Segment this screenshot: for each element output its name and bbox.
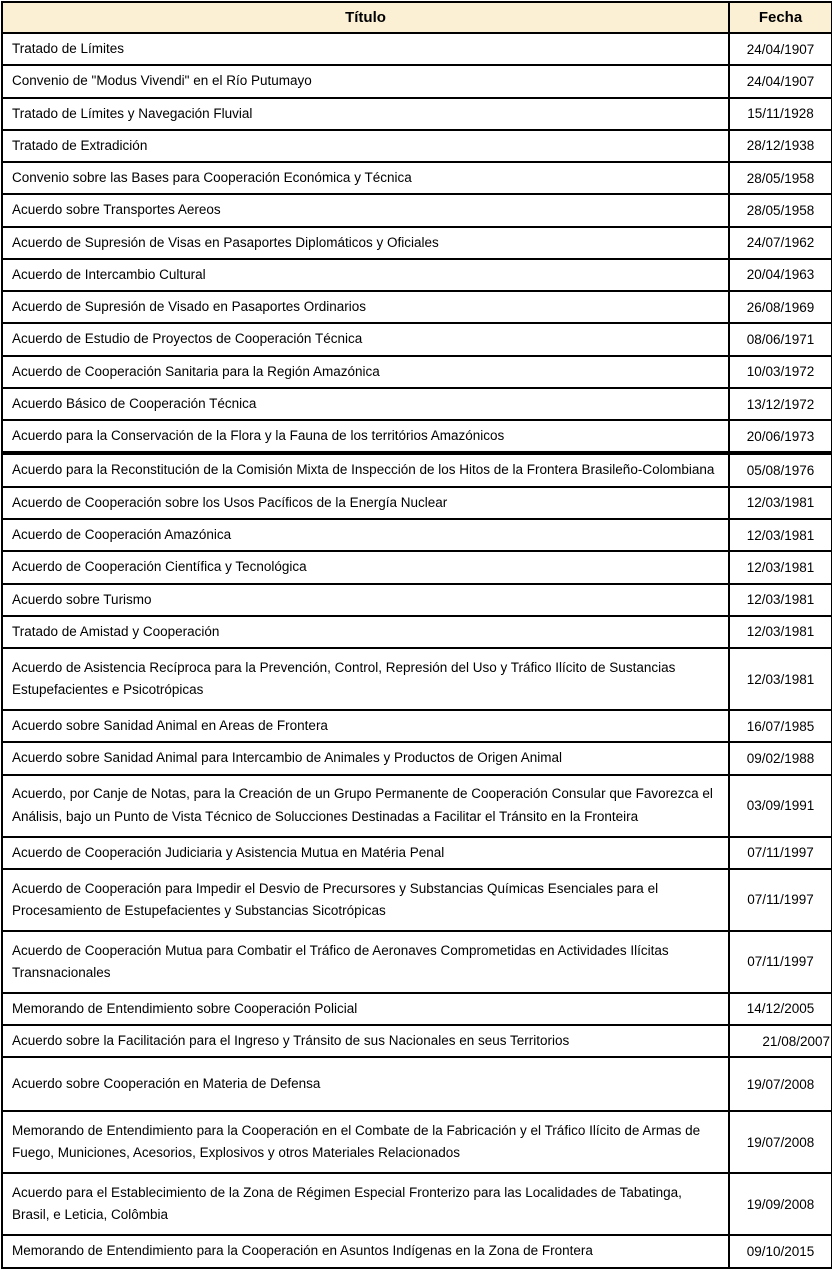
table-row [2,323,832,355]
table-row [2,487,832,519]
treaty-title-cell: Acuerdo de Asistencia Recíproca para la Prevención, Control, Represión del Uso y Tráfico Ilícito de Sustancias Estupefacientes e Psicotrópicas [2,648,729,710]
treaty-title-cell: Memorando de Entendimiento para la Cooperación en el Combate de la Fabricación y el Tráfico Ilícito de Armas de Fuego, Municiones, Acesorios, Explosivos y otros Materiales Relacionados [2,1111,729,1173]
treaty-date-cell: 24/04/1907 [729,33,832,65]
table-row [2,1235,832,1267]
treaty-date-cell: 03/09/1991 [729,775,832,837]
treaty-title-cell: Acuerdo para el Establecimiento de la Zona de Régimen Especial Fronterizo para las Localidades de Tabatinga, Brasil, e Leticia, Colômbia [2,1173,729,1235]
treaty-date-cell: 19/07/2008 [729,1057,832,1111]
treaty-title-cell: Acuerdo, por Canje de Notas, para la Creación de un Grupo Permanente de Cooperación Consular que Favorezca el Análisis, bajo un Punto de Vista Técnico de Solucciones Destinadas a Facilitar el Tránsito en la Fronteira [2,775,729,837]
treaty-title-cell: Acuerdo de Intercambio Cultural [2,259,729,291]
table-row [2,453,832,486]
treaty-date-cell: 19/09/2008 [729,1173,832,1235]
treaties-table [1,1,832,1269]
treaty-date-cell: 12/03/1981 [729,648,832,710]
treaty-date-cell: 16/07/1985 [729,710,832,742]
table-row [2,519,832,551]
treaty-date-cell: 24/07/1962 [729,227,832,259]
treaty-title-cell: Acuerdo para la Reconstitución de la Comisión Mixta de Inspección de los Hitos de la Frontera Brasileño-Colombiana [2,453,729,486]
table-row [2,356,832,388]
treaty-title-cell: Acuerdo de Estudio de Proyectos de Cooperación Técnica [2,323,729,355]
table-row [2,551,832,583]
treaty-title-cell: Acuerdo de Supresión de Visado en Pasaportes Ordinarios [2,291,729,323]
table-row [2,420,832,453]
treaty-title-cell: Tratado de Límites [2,33,729,65]
treaty-date-cell: 08/06/1971 [729,323,832,355]
treaty-title-cell: Acuerdo de Cooperación sobre los Usos Pacíficos de la Energía Nuclear [2,487,729,519]
treaty-date-cell: 09/02/1988 [729,742,832,774]
treaty-title-cell: Acuerdo sobre la Facilitación para el Ingreso y Tránsito de sus Nacionales en seus Territorios [2,1025,729,1057]
table-row [2,388,832,420]
treaty-date-cell: 28/05/1958 [729,162,832,194]
column-header-date: Fecha [729,2,832,33]
treaty-title-cell: Acuerdo de Cooperación Amazónica [2,519,729,551]
treaty-date-cell: 20/04/1963 [729,259,832,291]
table-header-row [2,2,832,33]
table-row [2,931,832,993]
treaty-date-cell: 28/12/1938 [729,130,832,162]
treaty-date-cell: 12/03/1981 [729,584,832,616]
treaty-date-cell: 21/08/2007 [729,1025,832,1057]
treaty-title-cell: Memorando de Entendimiento sobre Cooperación Policial [2,993,729,1025]
treaty-title-cell: Tratado de Amistad y Cooperación [2,616,729,648]
treaty-date-cell: 12/03/1981 [729,551,832,583]
treaty-date-cell: 26/08/1969 [729,291,832,323]
treaty-title-cell: Acuerdo sobre Cooperación en Materia de Defensa [2,1057,729,1111]
table-body [2,33,832,1268]
treaty-title-cell: Convenio sobre las Bases para Cooperación Económica y Técnica [2,162,729,194]
treaty-title-cell: Tratado de Extradición [2,130,729,162]
table-row [2,742,832,774]
table-row [2,869,832,931]
treaty-date-cell: 07/11/1997 [729,931,832,993]
treaty-title-cell: Acuerdo sobre Sanidad Animal para Intercambio de Animales y Productos de Origen Animal [2,742,729,774]
table-row [2,1173,832,1235]
treaty-date-cell: 28/05/1958 [729,194,832,226]
table-row [2,584,832,616]
treaty-title-cell: Acuerdo de Cooperación Mutua para Combatir el Tráfico de Aeronaves Comprometidas en Actividades Ilícitas Transnacionales [2,931,729,993]
table-row [2,775,832,837]
treaty-title-cell: Acuerdo de Cooperación para Impedir el Desvio de Precursores y Substancias Químicas Esenciales para el Procesamiento de Estupefacientes y Substancias Sicotrópicas [2,869,729,931]
table-row [2,194,832,226]
table-row [2,1057,832,1111]
treaty-date-cell: 09/10/2015 [729,1235,832,1267]
treaty-title-cell: Convenio de "Modus Vivendi" en el Río Putumayo [2,65,729,97]
table-row [2,710,832,742]
table-row [2,65,832,97]
treaty-title-cell: Acuerdo de Cooperación Sanitaria para la Región Amazónica [2,356,729,388]
table-row [2,162,832,194]
table-row [2,130,832,162]
treaty-title-cell: Acuerdo de Cooperación Científica y Tecnológica [2,551,729,583]
column-header-title: Título [2,2,729,33]
table-row [2,993,832,1025]
table-row [2,616,832,648]
treaty-date-cell: 14/12/2005 [729,993,832,1025]
treaty-title-cell: Acuerdo sobre Sanidad Animal en Areas de Frontera [2,710,729,742]
table-row [2,837,832,869]
table-row [2,291,832,323]
treaty-date-cell: 24/04/1907 [729,65,832,97]
treaty-title-cell: Acuerdo de Cooperación Judiciaria y Asistencia Mutua en Matéria Penal [2,837,729,869]
table-row [2,259,832,291]
table-row [2,33,832,65]
table-row [2,648,832,710]
treaty-date-cell: 12/03/1981 [729,487,832,519]
treaty-title-cell: Memorando de Entendimiento para la Cooperación en Asuntos Indígenas en la Zona de Frontera [2,1235,729,1267]
treaty-date-cell: 20/06/1973 [729,420,832,453]
treaty-title-cell: Tratado de Límites y Navegación Fluvial [2,98,729,130]
treaty-date-cell: 05/08/1976 [729,453,832,486]
treaty-date-cell: 19/07/2008 [729,1111,832,1173]
treaty-date-cell: 10/03/1972 [729,356,832,388]
treaty-title-cell: Acuerdo para la Conservación de la Flora y la Fauna de los territórios Amazónicos [2,420,729,453]
treaty-date-cell: 07/11/1997 [729,837,832,869]
treaty-date-cell: 13/12/1972 [729,388,832,420]
treaty-title-cell: Acuerdo de Supresión de Visas en Pasaportes Diplomáticos y Oficiales [2,227,729,259]
treaty-date-cell: 12/03/1981 [729,616,832,648]
treaty-date-cell: 07/11/1997 [729,869,832,931]
treaty-title-cell: Acuerdo sobre Turismo [2,584,729,616]
treaty-title-cell: Acuerdo sobre Transportes Aereos [2,194,729,226]
table-row [2,98,832,130]
treaty-date-cell: 12/03/1981 [729,519,832,551]
treaty-title-cell: Acuerdo Básico de Cooperación Técnica [2,388,729,420]
table-row [2,1111,832,1173]
table-row [2,227,832,259]
treaty-date-cell: 15/11/1928 [729,98,832,130]
table-row [2,1025,832,1057]
